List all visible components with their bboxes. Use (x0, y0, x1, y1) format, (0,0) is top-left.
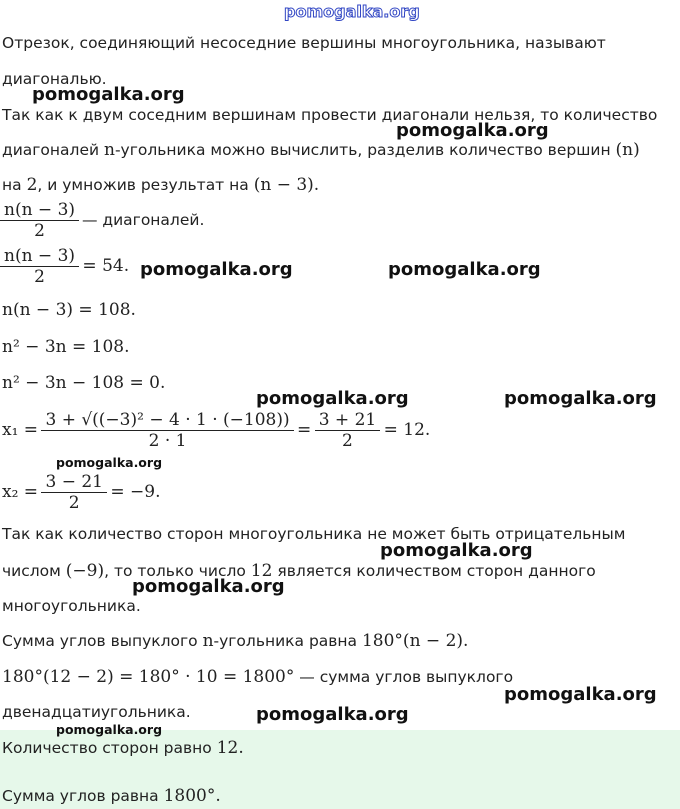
watermark: pomogalka.org (396, 120, 549, 141)
text: , то только число (104, 562, 251, 580)
text: -угольника можно вычислить, разделив количество вершин (114, 141, 616, 159)
watermark: pomogalka.org (388, 259, 541, 280)
text: — диагоналей. (77, 211, 205, 229)
math: 180°(12 − 2) = 180° · 10 = 1800° (2, 667, 295, 687)
math: 180°(n − 2). (361, 631, 469, 651)
watermark: pomogalka.org (140, 259, 293, 280)
root-x2 (2, 472, 160, 513)
text: Сумма углов равна (2, 787, 164, 805)
numerator: 3 + √((−3)² − 4 · 1 · (−108)) (45, 410, 290, 430)
denominator: 2 · 1 (41, 430, 293, 451)
paragraph-definition (2, 34, 606, 52)
text: Так как количество сторон многоугольника не может быть отрицательным (2, 525, 626, 543)
text: Отрезок, соединяющий несоседние вершины многоугольника, называют (2, 34, 606, 52)
equation-4: n² − 3n − 108 = 0. (2, 373, 166, 393)
equation-2: n(n − 3) = 108. (2, 300, 136, 320)
fraction (2, 200, 77, 241)
math: 12 (250, 561, 273, 581)
equation-3: n² − 3n = 108. (2, 337, 130, 357)
text: Сумма углов выпуклого (2, 632, 203, 650)
paragraph-reasoning (2, 106, 657, 124)
numerator: 3 + 21 (318, 410, 377, 430)
text: Так как к двум соседним вершинам провести диагонали нельзя, то количество (2, 106, 658, 124)
text: двенадцатиугольника. (2, 703, 191, 721)
paragraph-conclusion-3 (2, 597, 141, 615)
math: 12. (216, 738, 244, 758)
math: n (202, 631, 214, 651)
paragraph-angle-calc-2 (2, 703, 191, 721)
denominator: 2 (0, 266, 79, 287)
denominator: 2 (315, 430, 381, 451)
watermark: pomogalka.org (380, 540, 533, 561)
math: n (104, 140, 115, 160)
text: многоугольника. (2, 597, 141, 615)
text: -угольника равна (213, 632, 362, 650)
watermark: pomogalka.org (132, 576, 285, 597)
math: = −9. (104, 482, 161, 502)
paragraph-reasoning-3 (2, 175, 319, 195)
math: = 54. (77, 256, 130, 276)
paragraph-conclusion-2 (2, 561, 596, 581)
paragraph-angle-sum (2, 631, 468, 651)
fraction (43, 410, 291, 451)
math: 2 (26, 175, 38, 195)
paragraph-reasoning-2 (2, 140, 640, 160)
text: диагоналей (2, 141, 104, 159)
fraction (2, 246, 77, 287)
math: 1800°. (163, 786, 221, 806)
watermark: pomogalka.org (256, 388, 409, 409)
text: на (2, 176, 27, 194)
watermark: pomogalka.org (32, 84, 185, 105)
watermark: pomogalka.org (56, 455, 163, 470)
text: числом (2, 562, 66, 580)
root-x1 (2, 410, 430, 451)
math: (−9) (65, 561, 105, 581)
text: является количеством сторон данного (272, 562, 596, 580)
math: x₁ = (2, 420, 44, 440)
numerator: n(n − 3) (4, 246, 76, 266)
math: x₂ = (2, 482, 44, 502)
text: диагональю. (2, 70, 107, 88)
denominator: 2 (41, 492, 107, 513)
answer-angles (2, 786, 221, 806)
numerator: n(n − 3) (4, 200, 76, 220)
math: (n − 3). (253, 175, 320, 195)
denominator: 2 (0, 220, 79, 241)
fraction (317, 410, 379, 451)
fraction (43, 472, 105, 513)
watermark: pomogalka.org (56, 722, 163, 737)
math: = (291, 420, 317, 440)
formula-diagonals (2, 200, 204, 241)
watermark: pomogalka.org (256, 704, 409, 725)
numerator: 3 − 21 (45, 472, 103, 492)
watermark: pomogalka.org (504, 684, 657, 705)
text: , и умножив результат на (37, 176, 254, 194)
answer-sides (2, 738, 244, 758)
text: Количество сторон равно (2, 739, 217, 757)
math: = 12. (378, 420, 431, 440)
watermark-top: pomogalka.org (284, 2, 420, 21)
math: (n) (615, 140, 640, 160)
equation-1 (2, 246, 129, 287)
paragraph-angle-calc (2, 667, 513, 687)
watermark: pomogalka.org (504, 388, 657, 409)
text: — сумма углов выпуклого (294, 668, 514, 686)
